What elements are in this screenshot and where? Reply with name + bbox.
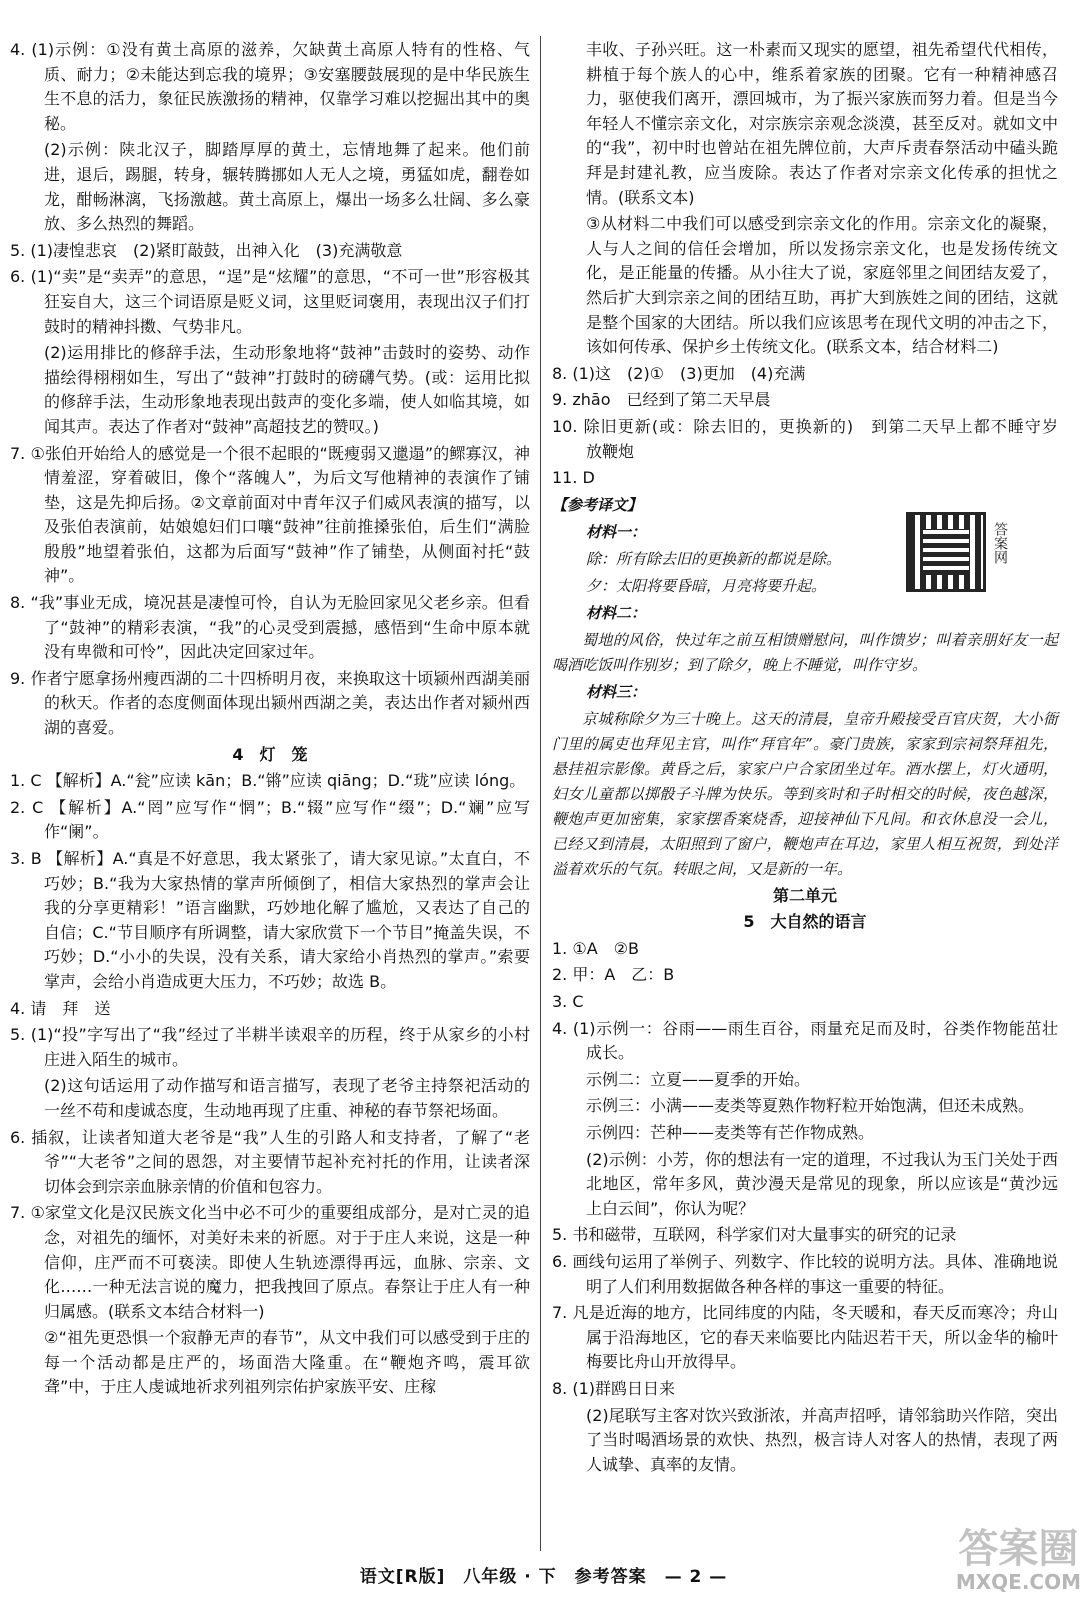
answer-paragraph: ②“祖先更恐惧一个寂静无声的春节”，从文中我们可以感受到于庄的每一个活动都是庄严的，场面浩大隆重。在“鞭炮齐鸣，震耳欲聋”中，于庄人虔诚地祈求列祖列宗佑护家族平安、庄稼	[44, 1328, 530, 1397]
answer-paragraph: 6. 画线句运用了举例子、列数字、作比较的说明方法。具体、准确地说明了人们利用数据做各种各样的事这一重要的特征。	[552, 1252, 1058, 1296]
answer-paragraph: 材料二：	[586, 603, 647, 622]
answer-paragraph: 9. zhāo 已经到了第二天早晨	[552, 390, 771, 410]
answer-paragraph: 示例三：小满——麦类等夏熟作物籽粒开始饱满，但还未成熟。	[586, 1096, 1035, 1116]
answer-paragraph: 6. (1)“卖”是“卖弄”的意思，“逞”是“炫耀”的意思，“不可一世”形容极其狂妄自大，这三个词语原是贬义词，这里贬词褒用，表现出汉子们打鼓时的精神抖擞、气势非凡。	[10, 267, 530, 336]
page-footer: 语文[R版] 八年级 · 下 参考答案 — 2 —	[359, 1567, 728, 1587]
answer-paragraph: 除：所有除去旧的更换新的都说是除。	[586, 549, 842, 568]
answer-paragraph: ③从材料二中我们可以感受到宗亲文化的作用。宗亲文化的凝聚，人与人之间的信任会增加，所以发扬宗亲文化，也是发扬传统文化，是正能量的传播。从小往大了说，家庭邻里之间团结友爱了，然后扩大到宗亲之间的团结互助，再扩大到族姓之间的团结，这就是整个国家的大团结。所以我们应该思考在现代文明的冲击之下，该如何传承、保护乡土传统文化。(联系文本，结合材料二)	[586, 214, 1058, 357]
section-heading: 第二单元	[772, 885, 837, 905]
right-column	[552, 38, 1075, 1479]
answer-paragraph: 4. 请 拜 送	[10, 998, 111, 1018]
answer-paragraph: 4. (1)示例：①没有黄土高原的滋养，欠缺黄土高原人特有的性格、气质、耐力；②未能达到忘我的境界；③安塞腰鼓展现的是中华民族生生不息的活力，象征民族激扬的精神，仅靠学习难以挖掘出其中的奥秘。	[10, 40, 530, 133]
answer-paragraph: (2)运用排比的修辞手法，生动形象地将“鼓神”击鼓时的姿势、动作描绘得栩栩如生，写出了“鼓神”打鼓时的磅礴气势。(或：运用比拟的修辞手法，生动形象地表现出鼓声的变化多端，使人如临其境，如闻其声。表达了作者对“鼓神”高超技艺的赞叹。)	[44, 343, 530, 436]
answer-paragraph: 1. ①A ②B	[552, 938, 639, 958]
answer-paragraph: 10. 除旧更新(或：除去旧的，更换新的) 到第二天早上都不睡守岁 放鞭炮	[552, 416, 1075, 461]
answer-paragraph: 示例二：立夏——夏季的开始。	[586, 1069, 811, 1089]
section-heading: 5 大自然的语言	[743, 912, 867, 932]
answer-paragraph: 11. D	[552, 468, 595, 488]
answer-paragraph: (2)尾联写主客对饮兴致浙浓，并高声招呼，请邻翁助兴作陪，突出了当时喝酒场景的欢快、热烈，极言诗人对客人的热情，表现了两人诚挚、真率的友情。	[586, 1405, 1058, 1474]
answer-paragraph: 蜀地的风俗，快过年之前互相馈赠慰问，叫作馈岁；叫着亲朋好友一起喝酒吃饭叫作别岁；到了除夕，晚上不睡觉，叫作守岁。	[552, 630, 1058, 674]
watermark-logo: 答案圈 MXQE.COM	[955, 1526, 1081, 1594]
answer-paragraph: 8. “我”事业无成，境况甚是凄惶可怜，自认为无脸回家见父老乡亲。但看了“鼓神”的精彩表演，“我”的心灵受到震撼，感悟到“生命中原本就没有卑微和可怜”，因此决定回家过年。	[10, 593, 530, 662]
answer-paragraph: 8. (1)群鸥日日来	[552, 1378, 676, 1398]
answer-paragraph: 示例四：芒种——麦类等有芒作物成熟。	[586, 1123, 875, 1143]
answer-paragraph: 3. B 【解析】A.“真是不好意思，我太紧张了，请大家见谅。”太直白，不巧妙；B.“我为大家热情的掌声所倾倒了，相信大家热烈的掌声会让我的分享更精彩！”语言幽默，巧妙地化解了尴尬，又表达了自己的自信；C.“节目顺序有所调整，请大家欣赏下一个节目”掩盖失误，不巧妙；D.“小小的失误，没有关系，请大家给小肖热烈的掌声。”索要掌声，会给小肖造成更大压力，不巧妙；故选 B。	[10, 849, 530, 991]
answer-paragraph: 4. (1)示例一：谷雨——雨生百谷，雨量充足而及时，谷类作物能茁壮成长。	[552, 1018, 1058, 1063]
qr-label: 答案网	[992, 522, 1008, 564]
qr-code[interactable]	[906, 512, 986, 592]
answer-paragraph: 7. ①家堂文化是汉民族文化当中必不可少的重要组成部分，是对亡灵的追念，对祖先的缅怀，对美好未来的祈愿。对于于庄人来说，这是一种信仰，庄严而不可亵渎。即使人生轨迹漂得再远，血脉、宗亲、文化……一种无法言说的魔力，把我拽回了原点。春祭让于庄人有一种归属感。(联系文本结合材料一)	[10, 1203, 530, 1321]
column-divider	[540, 36, 541, 1551]
answer-paragraph: 5. (1)“投”字写出了“我”经过了半耕半读艰辛的历程，终于从家乡的小村庄进入陌生的城市。	[10, 1025, 530, 1069]
answer-paragraph: 夕：太阳将要昏暗，月亮将要升起。	[586, 576, 827, 595]
answer-paragraph: 8. (1)这 (2)① (3)更加 (4)充满	[552, 363, 806, 383]
answer-paragraph: 7. ①张伯开始给人的感觉是一个很不起眼的“既瘦弱又邋遢”的鳏寡汉，神情羞涩，穿着破旧，像个“落魄人”，为后文写他精神的表演作了铺垫，这是先抑后扬。②文章前面对中青年汉子们威风表演的描写，以及张伯表演前，姑娘媳妇们口嚷“鼓神”往前推搡张伯，后生们“满脸殷殷”地望着张伯，这都为后面写“鼓神”作了铺垫，从侧面衬托“鼓神”。	[10, 443, 530, 586]
answer-paragraph: 6. 插叙，让读者知道大老爷是“我”人生的引路人和支持者，了解了“老爷”“大老爷”之间的恩怨，对主要情节起补充衬托的作用，让读者深切体会到宗亲血脉亲情的价值和包容力。	[10, 1127, 530, 1196]
section-heading: 4 灯 笼	[232, 744, 308, 764]
answer-paragraph: 2. 甲：A 乙：B	[552, 965, 675, 985]
answer-paragraph: (2)这句话运用了动作描写和语言描写，表现了老爷主持祭祀活动的一丝不苟和虔诚态度，生动地再现了庄重、神秘的春节祭祀场面。	[44, 1076, 530, 1120]
answer-paragraph: 2. C 【解析】A.“罔”应写作“惘”；B.“辍”应写作“缀”；D.“斓”应写作“阑”。	[10, 797, 530, 842]
answer-paragraph: 3. C	[552, 992, 584, 1012]
answer-paragraph: 5. (1)凄惶悲哀 (2)紧盯敲鼓，出神入化 (3)充满敬意	[10, 240, 403, 260]
answer-paragraph: 京城称除夕为三十晚上。这天的清晨，皇帝升殿接受百官庆贺，大小衙门里的属吏也拜见主官，叫作“拜官年”。豪门贵族，家家到宗祠祭拜祖先，悬挂祖宗影像。黄昏之后，家家户户合家团坐过年。酒水摆上，灯火通明，妇女儿童都以掷骰子斗牌为快乐。等到亥时和子时相交的时候，夜色越深，鞭炮声更加密集，家家摆香案烧香，迎接神仙下凡间。和衣休息没一会儿，已经又到清晨，太阳照到了窗户，鞭炮声在耳边，家里人相互祝贺，到处洋溢着欢乐的气氛。转眼之间，又是新的一年。	[552, 709, 1058, 878]
answer-paragraph: 材料三：	[586, 682, 647, 701]
answer-paragraph: 7. 凡是近海的地方，比同纬度的内陆，冬天暖和，春天反而寒冷；舟山属于沿海地区，它的春天来临要比内陆迟若干天，所以金华的榆叶梅要比舟山开放得早。	[552, 1303, 1058, 1372]
answer-paragraph: 材料一：	[586, 522, 647, 541]
answer-paragraph: 丰收、子孙兴旺。这一朴素而又现实的愿望，祖先希望代代相传，耕植于每个族人的心中，维系着家族的团聚。它有一种精神感召力，驱使我们离开，漂回城市，为了振兴家族而努力着。但是当今年轻人不懂宗亲文化，对宗族宗亲观念淡漠，甚至反对。就如文中的“我”，初中时也曾站在祖先牌位前，大声斥责春祭活动中磕头跪拜是封建礼教，应当废除。表达了作者对宗亲文化传承的担忧之情。(联系文本)	[586, 40, 1058, 207]
answer-paragraph: 5. 书和磁带，互联网，科学家们对大量事实的研究的记录	[552, 1225, 957, 1245]
answer-paragraph: 9. 作者宁愿拿扬州瘦西湖的二十四桥明月夜，来换取这十顷颍州西湖美丽的秋天。作者的态度侧面体现出颍州西湖之美，表达出作者对颍州西湖的喜爱。	[10, 668, 530, 738]
answer-paragraph: (2)示例：陕北汉子，脚踏厚厚的黄土，忘情地舞了起来。他们前进，退后，踢腿，转身，辗转腾挪如人无人之境，勇猛如虎，翻卷如龙，酣畅淋漓，飞扬激越。黄土高原上，爆出一场多么壮阔、多么豪放、多么热烈的舞蹈。	[44, 140, 530, 234]
left-column	[10, 38, 530, 1402]
answer-paragraph: (2)示例：小芳，你的想法有一定的道理，不过我认为玉门关处于西北地区，常年多风，黄沙漫天是常见的现象，所以应该是“黄沙远上白云间”，你认为呢？	[586, 1149, 1058, 1218]
translation-heading: 【参考译文】	[552, 495, 643, 514]
answer-paragraph: 1. C 【解析】A.“瓮”应读 kān；B.“锵”应读 qiāng；D.“珑”应读 lóng。	[10, 771, 526, 791]
